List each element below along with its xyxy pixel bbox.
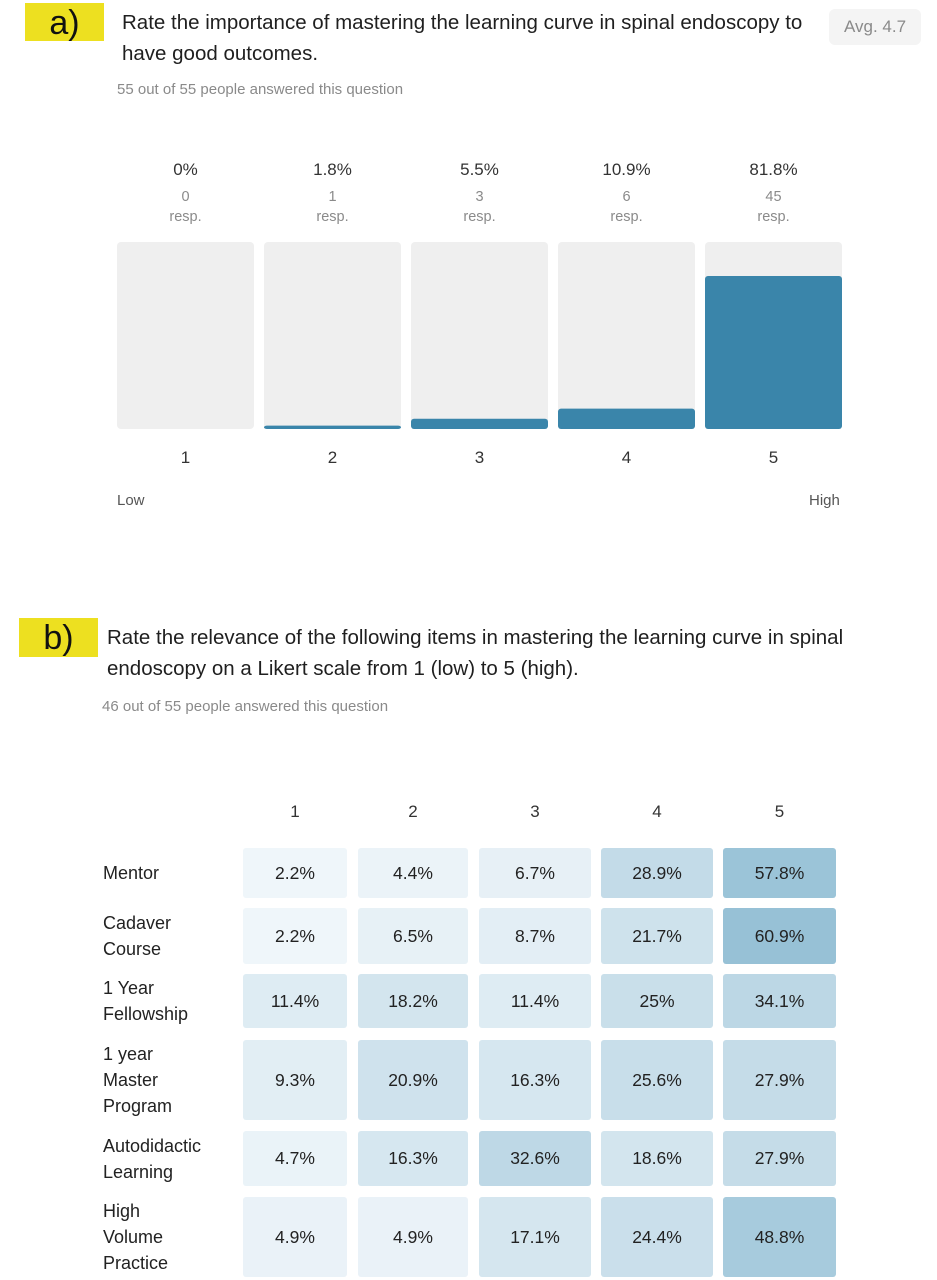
heatmap-cell: 6.5% [358,908,468,964]
bar-track-2 [264,242,401,429]
heatmap-row-label [103,910,235,962]
heatmap-cell: 2.2% [243,848,347,898]
heatmap-row-label-line: 1 Year [103,978,155,998]
bar-3 [411,419,548,429]
bar-response-count-1: 0 [181,189,190,205]
heatmap-row-label-line: Program [103,1096,173,1116]
heatmap-cell: 48.8% [723,1197,836,1277]
bar-category-label-2: 2 [327,448,338,467]
bar-percent-label-2: 1.8% [313,160,352,179]
heatmap-row-label-line: Master [103,1070,159,1090]
heatmap-cell: 28.9% [601,848,713,898]
heatmap-cell: 27.9% [723,1131,836,1186]
heatmap-row-label-line: Fellowship [103,1004,189,1024]
heatmap-row-label-line: Volume [103,1227,164,1247]
question-a-line-1: Rate the importance of mastering the learning curve in spinal endoscopy to [122,11,803,34]
heatmap-row-label-line: Course [103,939,162,959]
axis-high-label: High [809,492,840,509]
answered-count-b: 46 out of 55 people answered this question [102,698,389,715]
bar-percent-label-4: 10.9% [602,160,651,179]
heatmap-cell: 27.9% [723,1040,836,1120]
bar-response-unit-4: resp. [610,209,643,225]
bar-category-label-4: 4 [621,448,632,467]
heatmap-cell: 16.3% [358,1131,468,1186]
bar-response-unit-5: resp. [757,209,790,225]
bar-track-4 [558,242,695,429]
bar-percent-label-1: 0% [173,160,198,179]
bar-percent-label-5: 81.8% [749,160,798,179]
heatmap-cell: 4.7% [243,1131,347,1186]
bar-category-label-5: 5 [768,448,779,467]
answered-count-a: 55 out of 55 people answered this question [117,81,404,98]
heatmap-column-header-3: 3 [530,802,540,821]
question-b-line-1: Rate the relevance of the following items in mastering the learning curve in spinal [107,626,844,649]
heatmap-cell: 11.4% [479,974,591,1028]
heatmap-cell: 34.1% [723,974,836,1028]
bar-4 [558,409,695,429]
heatmap-cell: 18.2% [358,974,468,1028]
bar-response-unit-2: resp. [316,209,349,225]
heatmap-row-label-line: Cadaver [103,913,172,933]
bar-2 [264,426,401,429]
heatmap-column-header-5: 5 [774,802,785,821]
heatmap-row-label-line: High [103,1201,141,1221]
heatmap-cell: 25% [601,974,713,1028]
heatmap-cell: 8.7% [479,908,591,964]
heatmap-cell: 17.1% [479,1197,591,1277]
question-b [107,622,927,684]
part-a-label: a) [25,3,104,41]
heatmap-cell: 21.7% [601,908,713,964]
heatmap-cell: 32.6% [479,1131,591,1186]
average-badge: Avg. 4.7 [829,9,921,45]
bar-response-count-2: 1 [328,189,337,205]
heatmap-column-header-2: 2 [408,802,418,821]
part-b-label: b) [19,618,98,657]
heatmap-row-label [103,1133,235,1185]
heatmap-row-label-line: Mentor [103,863,160,883]
heatmap-cell: 18.6% [601,1131,713,1186]
bar-response-count-4: 6 [622,189,631,205]
heatmap-cell: 11.4% [243,974,347,1028]
heatmap-cell: 16.3% [479,1040,591,1120]
heatmap-cell: 60.9% [723,908,836,964]
heatmap-cell: 2.2% [243,908,347,964]
bar-category-label-3: 3 [474,448,485,467]
heatmap-row-label-line: Learning [103,1161,174,1182]
question-b-line-2: endoscopy on a Likert scale from 1 (low) to 5 (high). [107,657,579,680]
bar-category-label-1: 1 [180,448,191,467]
heatmap-row-label [103,1041,235,1119]
bar-response-count-5: 45 [765,189,782,205]
heatmap-row-label [103,860,235,886]
bar-chart [0,0,937,560]
heatmap-column-header-4: 4 [652,802,662,821]
heatmap-row-label [103,975,235,1027]
bar-percent-label-3: 5.5% [460,160,499,179]
heatmap-cell: 4.9% [243,1197,347,1277]
bar-response-count-3: 3 [475,189,484,205]
heatmap-cell: 9.3% [243,1040,347,1120]
heatmap-row-label [103,1198,235,1276]
bar-track-1 [117,242,254,429]
bar-5 [705,276,842,429]
axis-low-label: Low [117,492,145,509]
heatmap-column-header-1: 1 [290,802,300,821]
heatmap-cell: 24.4% [601,1197,713,1277]
heatmap-cell: 6.7% [479,848,591,898]
heatmap-cell: 25.6% [601,1040,713,1120]
heatmap-cell: 20.9% [358,1040,468,1120]
heatmap-row-label-line: Autodidactic [103,1135,202,1156]
bar-track-3 [411,242,548,429]
bar-response-unit-3: resp. [463,209,496,225]
heatmap-row-label-line: Practice [103,1253,169,1273]
heatmap-row-label-line: 1 year [103,1044,154,1064]
heatmap-cell: 4.4% [358,848,468,898]
heatmap-cell: 4.9% [358,1197,468,1277]
question-a-line-2: have good outcomes. [122,42,319,65]
heatmap-cell: 57.8% [723,848,836,898]
bar-response-unit-1: resp. [169,209,202,225]
